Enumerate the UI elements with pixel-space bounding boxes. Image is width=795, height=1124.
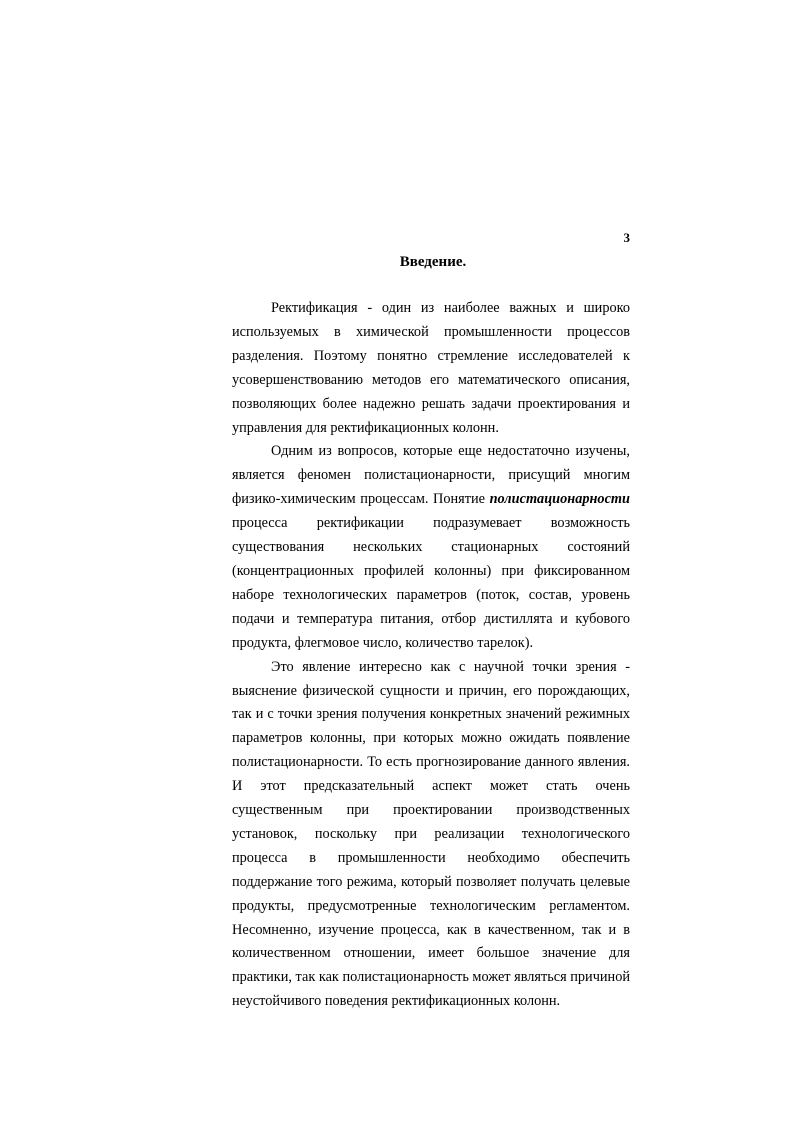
- paragraph-1: Ректификация - один из наиболее важных и широко используемых в химической промышленности процессов разделения. Поэтому понятно стремление исследователей к усовершенствованию методов его математического описания, позволяющих более надежно решать задачи проектирования и управления для ректификационных колонн.: [232, 300, 630, 436]
- section-title: Введение.: [399, 254, 467, 270]
- paragraph-2-end: процесса ректификации подразумевает возможность существования нескольких стационарных состояний (концентрационных профилей колонны) при фиксированном наборе технологических параметров (поток, состав, уровень подачи и температура питания, отбор дистиллята и кубового продукта, флегмовое число, количество тарелок).: [232, 515, 630, 651]
- paragraph-3: Это явление интересно как с научной точки зрения - выяснение физической сущности и причин, его порождающих, так и с точки зрения получения конкретных значений режимных параметров колонны, при которых можно ожидать появление полистационарности. То есть прогнозирование данного явления. И этот предсказательный аспект может стать очень существенным при проектировании производственных установок, поскольку при реализации технологического процесса в промышленности необходимо обеспечить поддержание того режима, который позволяет получать целевые продукты, предусмотренные технологическим регламентом. Несомненно, изучение процесса, как в качественном, так и в количественном отношении, имеет большое значение для практики, так как полистационарность может являться причиной неустойчивого поведения ректификационных колонн.: [232, 658, 630, 1010]
- page-number: 3: [623, 230, 630, 245]
- paragraph-2-start: Одним из вопросов, которые еще недостаточно изучены, является феномен полистационарности, присущий многим физико-химическим процессам. Понятие: [232, 443, 630, 508]
- emphasized-term: полистационарности: [489, 491, 630, 508]
- paragraph-2: [232, 440, 630, 655]
- body-text: [232, 297, 630, 1014]
